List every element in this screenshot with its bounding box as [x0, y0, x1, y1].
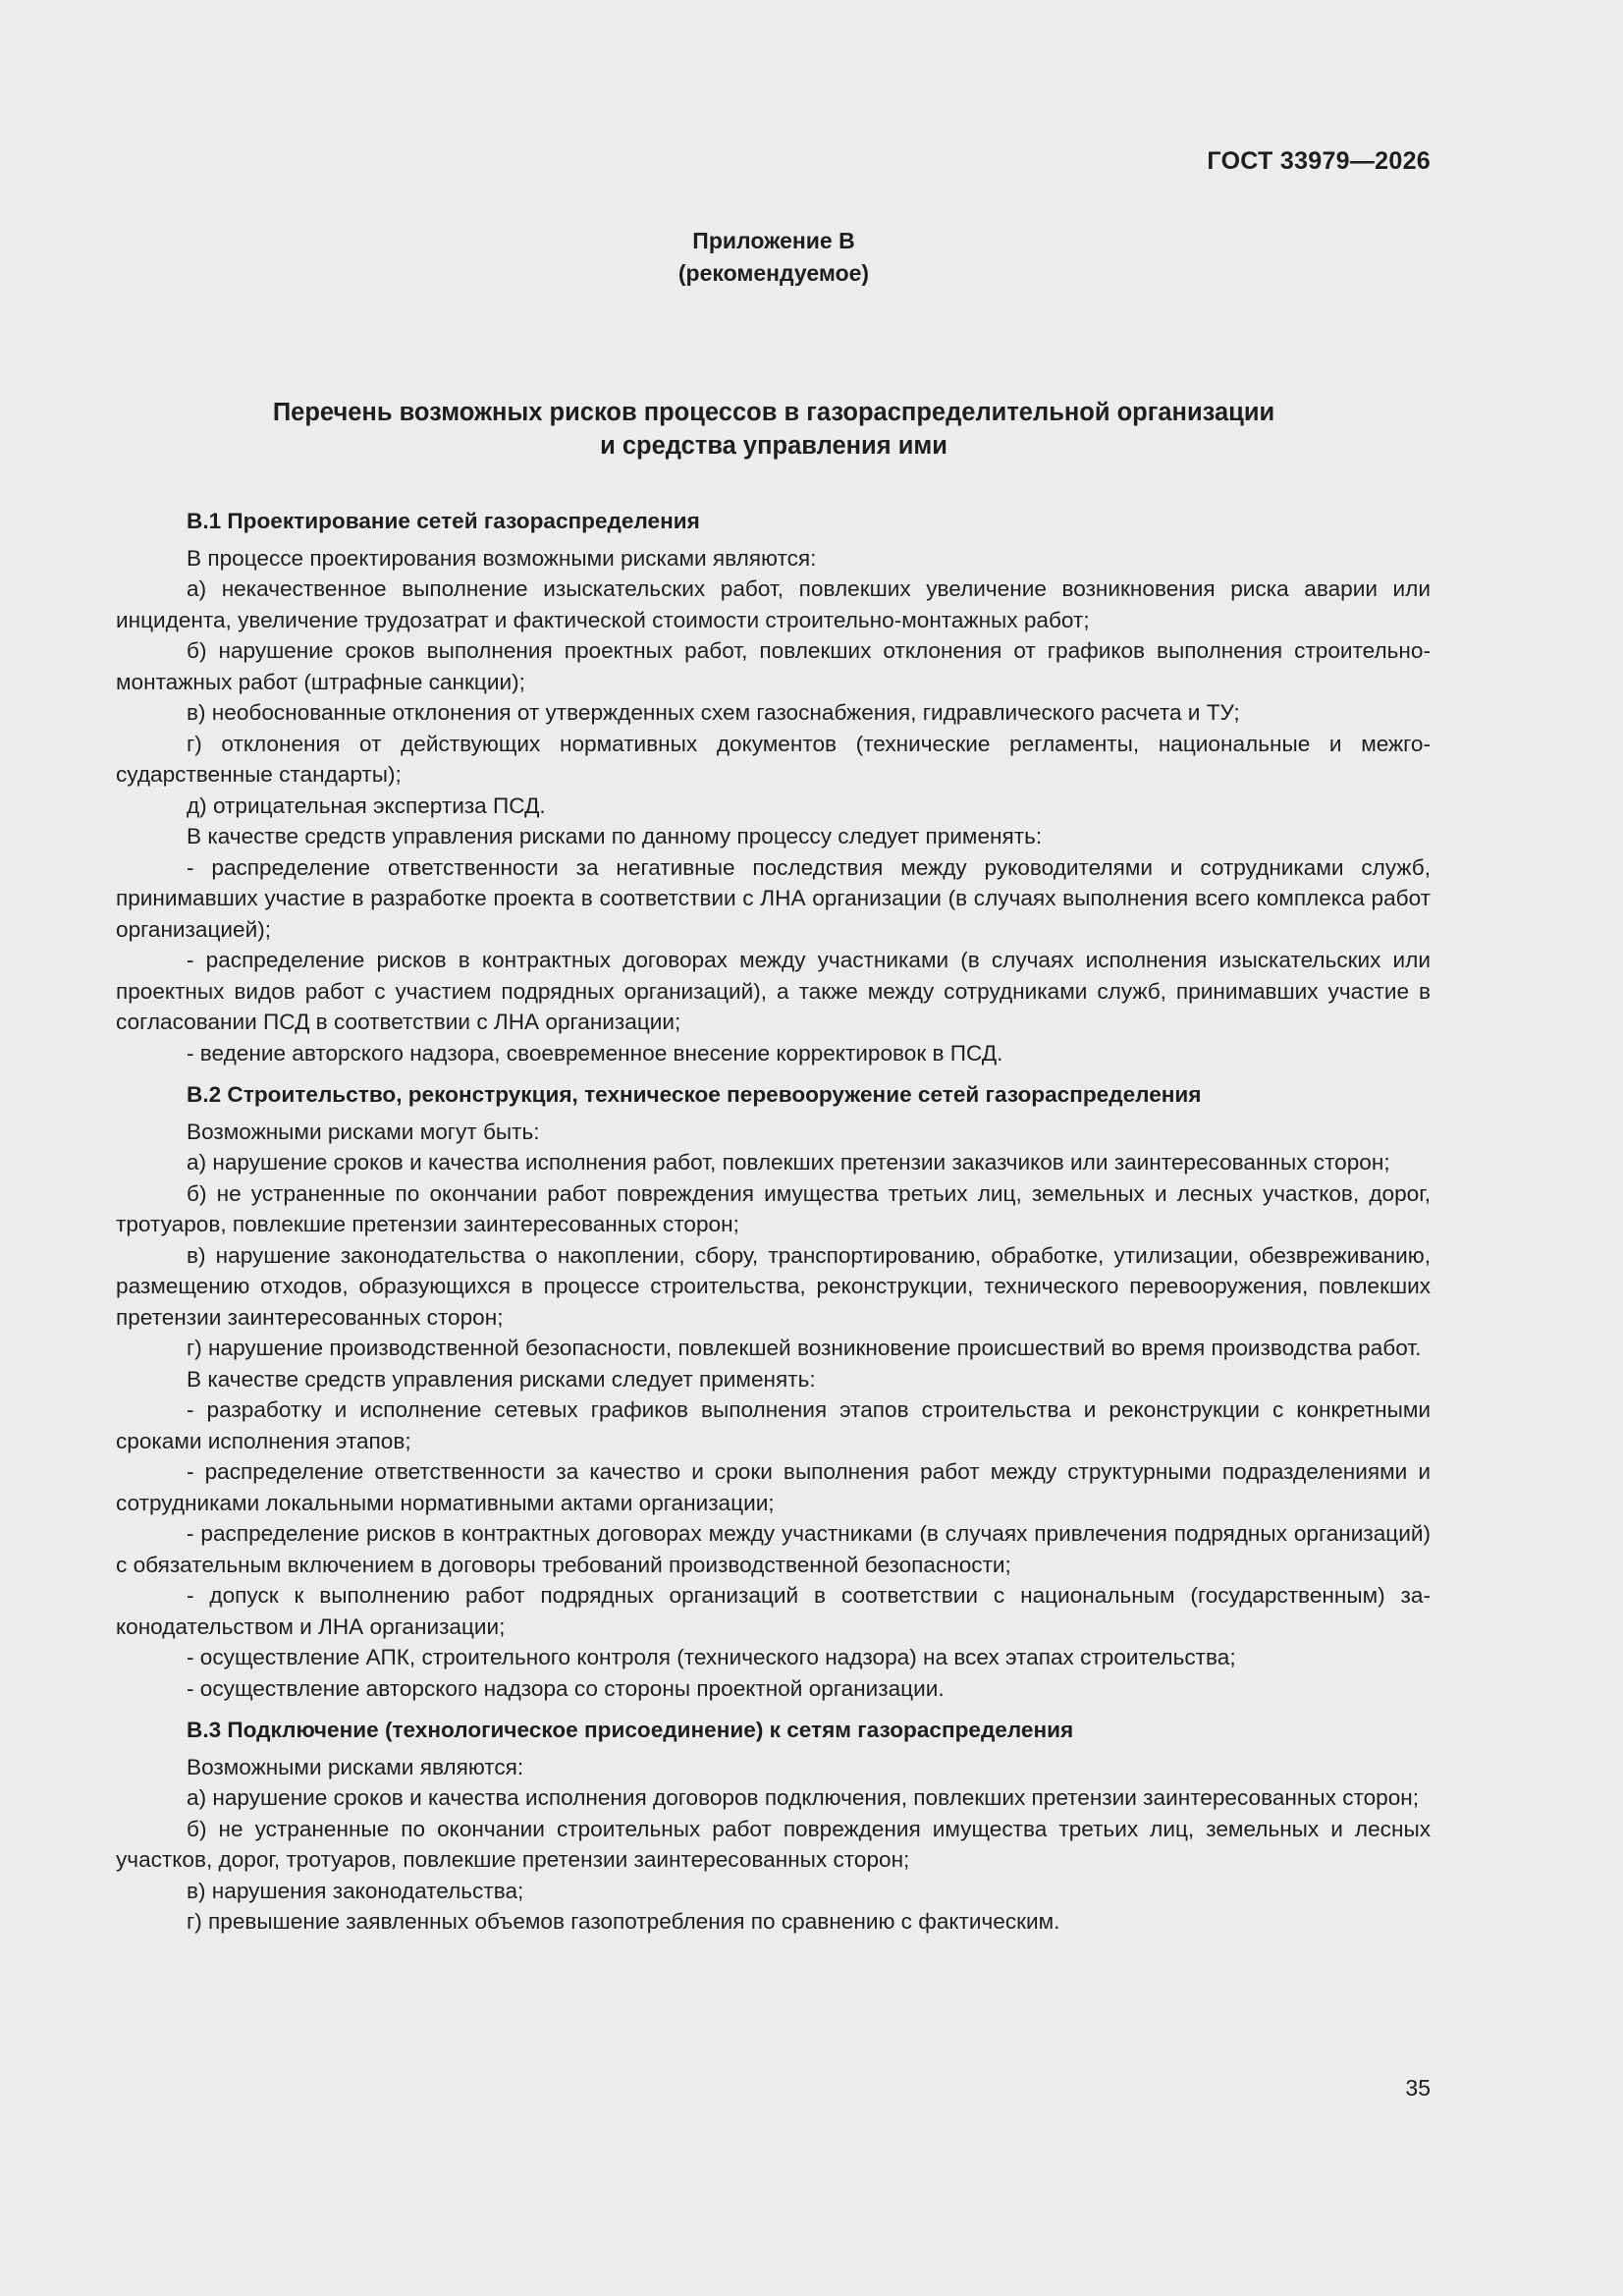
paragraph: Возможными рисками являются: — [187, 1754, 524, 1779]
paragraph: - осуществление авторского надзора со стороны проектной организации. — [187, 1675, 945, 1701]
section-heading-b1: В.1 Проектирование сетей газораспределения — [187, 509, 700, 533]
paragraph: г) нарушение производственной безопасности, повлекшей возникновение происшествий во время производства работ. — [187, 1336, 1422, 1360]
paragraph: в) необоснованные отклонения от утвержденных схем газоснабжения, гидравлического расчета и ТУ; — [187, 700, 1240, 725]
paragraph: б) не устраненные по окончании строительных работ повреждения имущества третьих лиц, земельных и лесных участков, дорог, тротуаров, повлекшие претензии заинтересованных сторон; — [116, 1816, 1431, 1872]
paragraph: а) нарушение сроков и качества исполнения работ, повлекших претензии заказчиков или заинтересованных сторон; — [187, 1150, 1390, 1175]
paragraph: - ведение авторского надзора, своевременное внесение корректировок в ПСД. — [187, 1040, 1003, 1066]
document-title — [0, 396, 1547, 463]
paragraph: а) нарушение сроков и качества исполнения договоров подключения, повлекших претензии заинтересованных сторон; — [187, 1785, 1420, 1810]
document-title-line-2: и средства управления ими — [600, 432, 947, 460]
paragraph: - допуск к выполнению работ подрядных организаций в соответствии с национальным (государственным) законодательством и ЛНА организации; — [116, 1583, 1431, 1639]
paragraph: - распределение ответственности за негативные последствия между руководителями и сотрудниками служб, принимавших участие в разработке проекта в соответствии с ЛНА организации (в случаях выполнения всего комплекса работ организацией); — [116, 854, 1431, 942]
paragraph: - распределение рисков в контрактных договорах между участниками (в случаях исполнения изыскательских или проектных видов работ с участием подрядных организаций), а также между сотрудниками служб, принимавших участие в согласовании ПСД в соответствии с ЛНА организации; — [116, 948, 1431, 1034]
document-body — [116, 506, 1431, 1938]
appendix-status: (рекомендуемое) — [677, 260, 870, 286]
paragraph: Возможными рисками могут быть: — [187, 1119, 540, 1144]
paragraph: - распределение рисков в контрактных договорах между участниками (в случаях привлечения подрядных организаций) с обязательным включением в договоры требований производственной безопасности; — [116, 1521, 1431, 1577]
page-number: 35 — [1405, 2075, 1431, 2101]
paragraph: б) нарушение сроков выполнения проектных работ, повлекших отклонения от графиков выполнения строительно-монтажных работ (штрафные санкции); — [116, 638, 1431, 694]
paragraph: г) отклонения от действующих нормативных документов (технические регламенты, национальные и межгосударственные стандарты); — [116, 731, 1431, 787]
document-title-line-1: Перечень возможных рисков процессов в газораспределительной организации — [272, 399, 1275, 426]
document-code: ГОСТ 33979—2026 — [1207, 147, 1431, 175]
paragraph: В качестве средств управления рисками по данному процессу следует применять: — [187, 824, 1043, 848]
paragraph: - распределение ответственности за качество и сроки выполнения работ между структурными подразделениями и сотрудниками локальными нормативными актами организации; — [116, 1459, 1431, 1515]
paragraph: г) превышение заявленных объемов газопотребления по сравнению с фактическим. — [187, 1909, 1060, 1934]
paragraph: - осуществление АПК, строительного контроля (технического надзора) на всех этапах строительства; — [187, 1645, 1236, 1669]
paragraph: б) не устраненные по окончании работ повреждения имущества третьих лиц, земельных и лесных участков, дорог, тротуаров, повлекшие претензии заинтересованных сторон; — [116, 1180, 1431, 1236]
paragraph: - разработку и исполнение сетевых графиков выполнения этапов строительства и реконструкции с конкретными сроками исполнения этапов; — [116, 1397, 1431, 1453]
paragraph: В качестве средств управления рисками следует применять: — [187, 1366, 816, 1392]
section-heading-b3: В.3 Подключение (технологическое присоединение) к сетям газораспределения — [187, 1718, 1074, 1742]
paragraph: а) некачественное выполнение изыскательских работ, повлекших увеличение возникновения риска аварии или инцидента, увеличение трудозатрат и фактической стоимости строительно-монтажных работ; — [116, 576, 1431, 632]
section-heading-b2: В.2 Строительство, реконструкция, техническое перевооружение сетей газораспределения — [187, 1082, 1202, 1107]
paragraph: в) нарушение законодательства о накоплении, сбору, транспортированию, обработке, утилизации, обезвреживанию, размещению отходов, образующихся в процессе строительства, реконструкции, технического перевооружения, повлекших претензии заинтересованных сторон; — [116, 1242, 1431, 1330]
appendix-label — [0, 225, 1547, 290]
appendix-title: Приложение В — [692, 228, 855, 253]
paragraph: В процессе проектирования возможными рисками являются: — [187, 545, 817, 571]
paragraph: д) отрицательная экспертиза ПСД. — [187, 793, 546, 818]
paragraph: в) нарушения законодательства; — [187, 1878, 524, 1903]
